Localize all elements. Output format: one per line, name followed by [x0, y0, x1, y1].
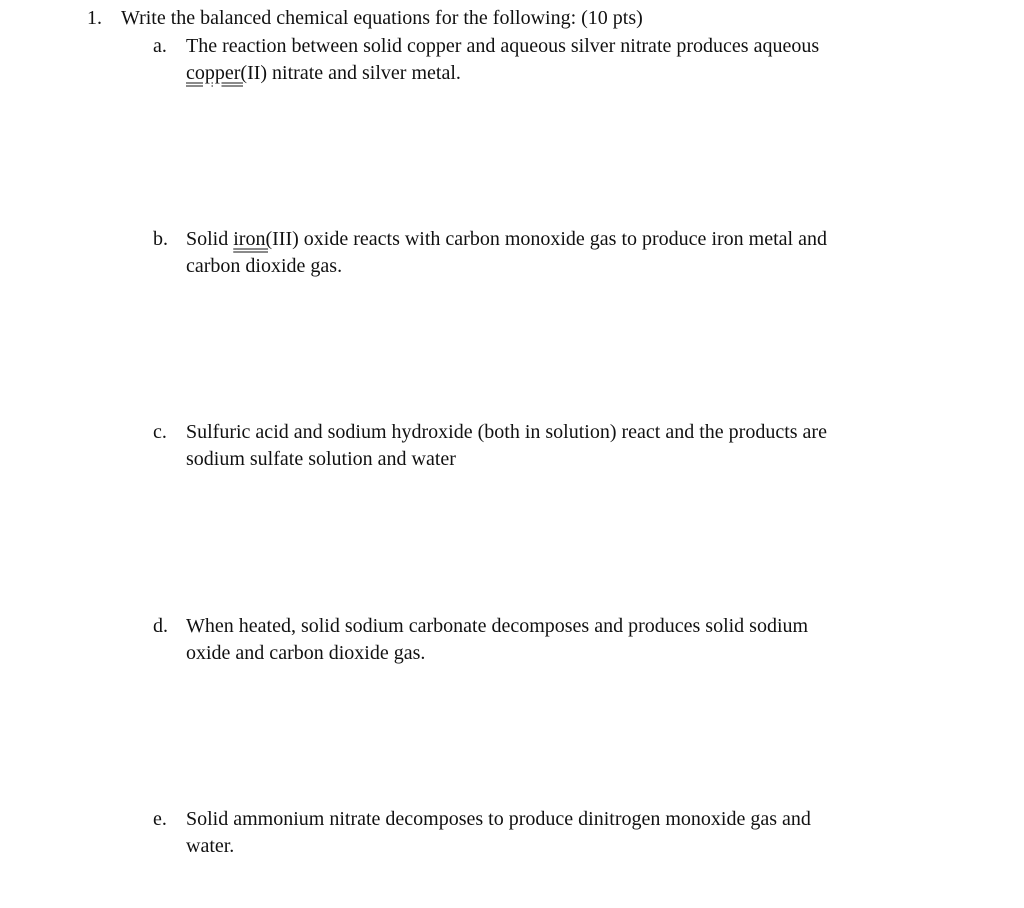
- line-text: Solid: [186, 228, 234, 250]
- question-number: 1.: [87, 7, 102, 29]
- part-text: [186, 806, 906, 860]
- part-letter: a.: [153, 35, 167, 57]
- part-text: [186, 613, 906, 667]
- part-text: [186, 419, 906, 473]
- part-line-1: The reaction between solid copper and aqueous silver nitrate produces aqueous: [186, 35, 820, 57]
- part-text: [186, 226, 906, 280]
- part-line-1: Solid ammonium nitrate decomposes to produce dinitrogen monoxide gas and: [186, 808, 811, 830]
- part-line-2: carbon dioxide gas.: [186, 255, 343, 277]
- part-text: [186, 33, 906, 87]
- line-text: II) nitrate and silver metal.: [247, 62, 461, 84]
- question-text: Write the balanced chemical equations for the following: (10 pts): [121, 7, 643, 29]
- part-line-1: Sulfuric acid and sodium hydroxide (both in solution) react and the products are: [186, 421, 827, 443]
- part-line-1: [186, 226, 906, 253]
- part-line-2: sodium sulfate solution and water: [186, 448, 456, 470]
- line-text: III) oxide reacts with carbon monoxide gas to produce iron metal and: [272, 228, 827, 250]
- part-line-2: [186, 60, 906, 87]
- part-letter: b.: [153, 228, 168, 250]
- spellcheck-underlined-word: copper(: [186, 62, 248, 84]
- part-line-2: water.: [186, 835, 235, 857]
- part-line-1: When heated, solid sodium carbonate decomposes and produces solid sodium: [186, 615, 809, 637]
- spellcheck-underlined-word: iron(: [233, 228, 273, 250]
- part-letter: d.: [153, 615, 168, 637]
- part-letter: c.: [153, 421, 167, 443]
- part-line-2: oxide and carbon dioxide gas.: [186, 642, 426, 664]
- part-letter: e.: [153, 808, 167, 830]
